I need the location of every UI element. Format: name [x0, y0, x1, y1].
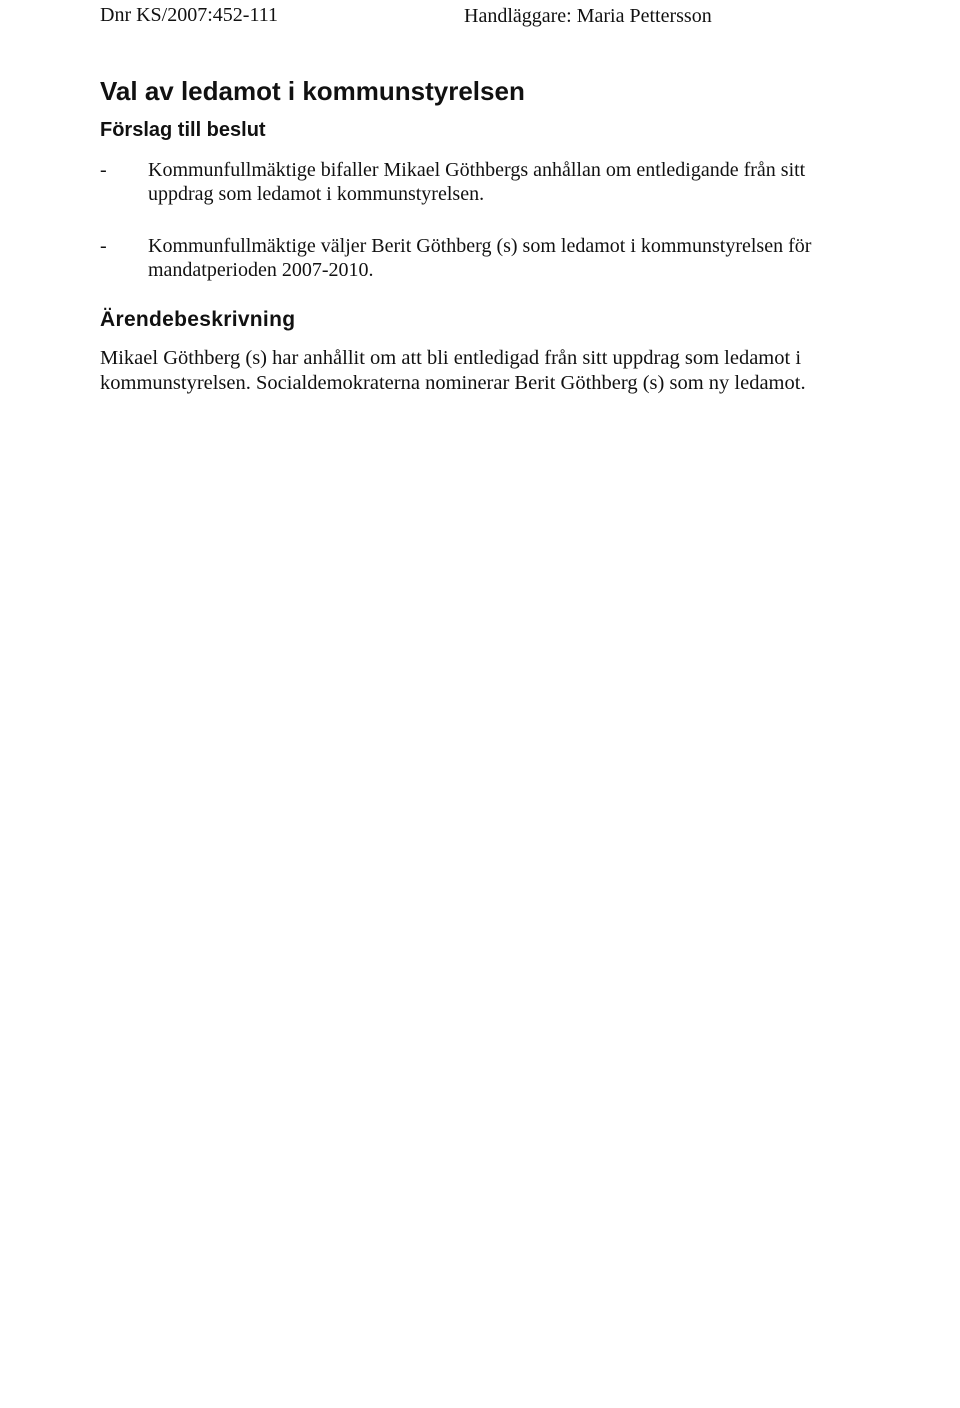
description-heading: Ärendebeskrivning	[100, 308, 296, 331]
description-paragraph: Mikael Göthberg (s) har anhållit om att bli entledigad från sitt uppdrag som ledamot i kommunstyrelsen. Socialdemokraterna nominerar Berit Göthberg (s) som ny ledamot.	[100, 347, 806, 394]
proposal-item	[100, 234, 860, 282]
bullet-dash: -	[100, 235, 107, 257]
document-reference-number: Dnr KS/2007:452-111	[100, 4, 278, 26]
proposal-item	[100, 158, 860, 206]
proposal-heading: Förslag till beslut	[100, 119, 266, 141]
case-handler: Handläggare: Maria Pettersson	[464, 5, 712, 27]
proposal-item-text: Kommunfullmäktige väljer Berit Göthberg (s) som ledamot i kommunstyrelsen för mandatperioden 2007-2010.	[148, 235, 812, 281]
bullet-dash: -	[100, 159, 107, 181]
document-title: Val av ledamot i kommunstyrelsen	[100, 76, 525, 106]
proposal-item-text: Kommunfullmäktige bifaller Mikael Göthbergs anhållan om entledigande från sitt uppdrag som ledamot i kommunstyrelsen.	[148, 159, 806, 205]
